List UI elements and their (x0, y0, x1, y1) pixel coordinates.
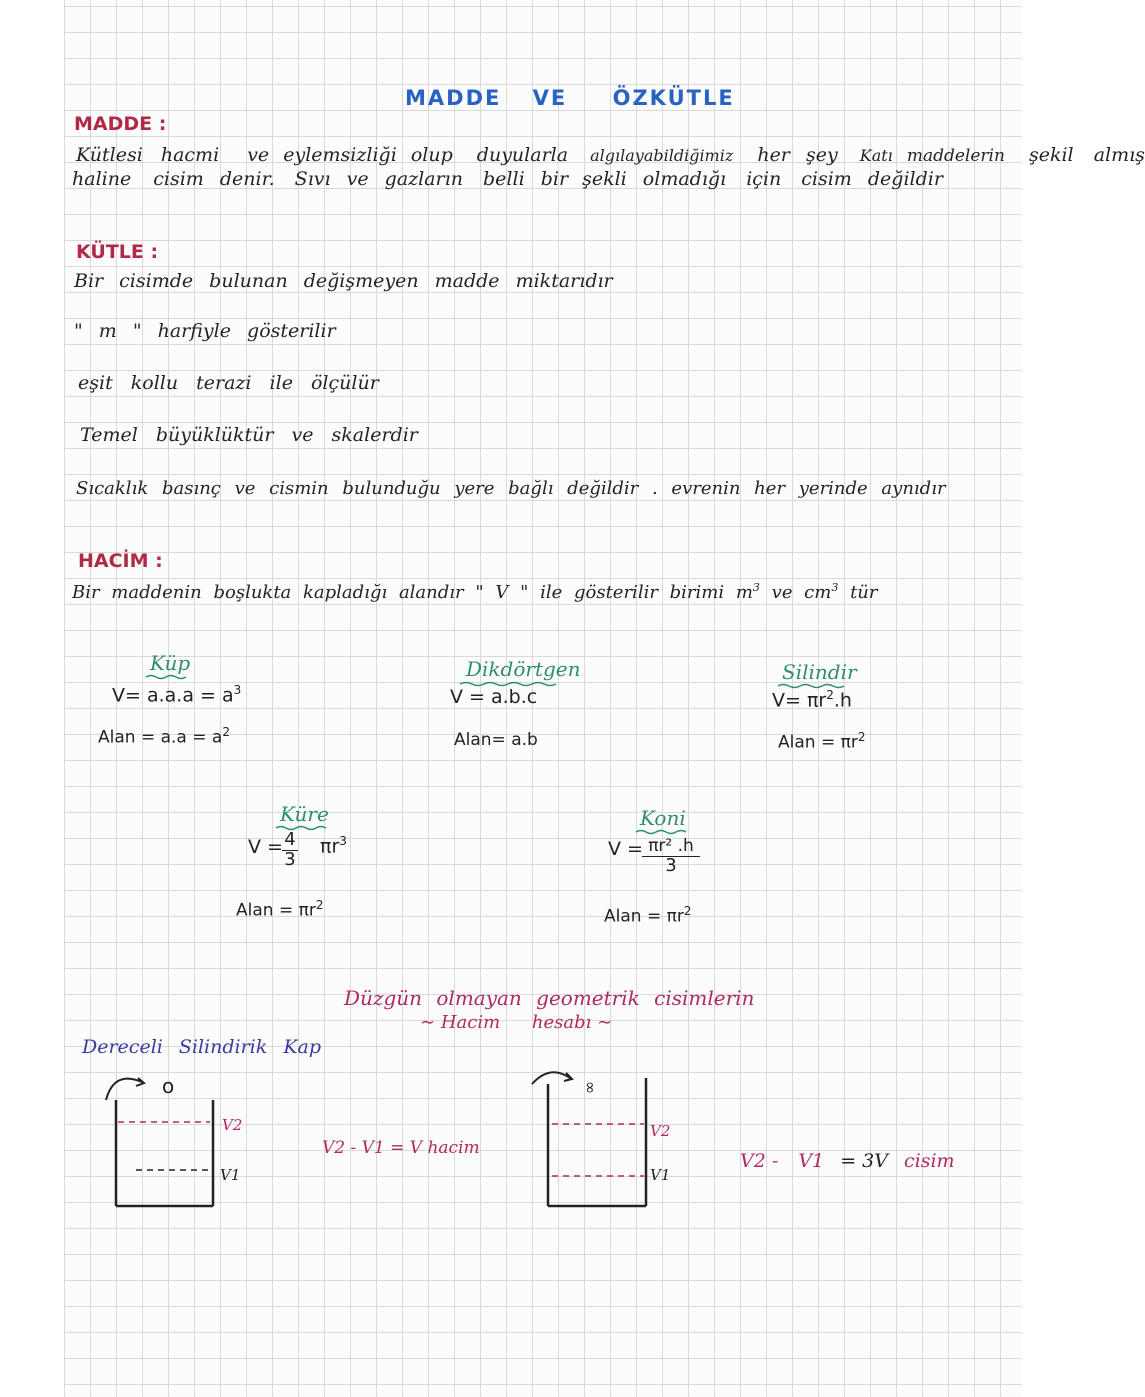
silindir-volume-text: V= πr (772, 689, 827, 712)
sup: 2 (826, 688, 834, 702)
sup: 2 (315, 898, 324, 912)
koni-underline (636, 829, 688, 835)
hacim-text: ve cm (759, 582, 832, 603)
eq2-v2: V2 - (740, 1150, 779, 1172)
container-2-v2: V2 (650, 1122, 671, 1140)
word: eylemsizliği (283, 144, 397, 166)
container-1-v1: V1 (220, 1166, 241, 1184)
silindir-name: Silindir (782, 660, 857, 684)
dikdortgen-name: Dikdörtgen (466, 657, 581, 681)
hacim-text: Bir maddenin boşlukta kapladığı alandır " V " ile gösterilir birimi m (72, 582, 753, 603)
madde-line-2 (72, 168, 943, 190)
kure-area (236, 898, 323, 921)
word: belli (483, 168, 525, 190)
equation-1: V2 - V1 = V hacim (322, 1138, 480, 1158)
word: her (757, 144, 790, 166)
sup: 3 (339, 834, 347, 848)
word: Katı (859, 146, 893, 165)
duzgun-line-1: Düzgün olmayan geometrik cisimlerin (344, 986, 755, 1010)
kutle-line-1: Bir cisimde bulunan değişmeyen madde miktarıdır (74, 270, 613, 292)
eq2-cisim: cisim (904, 1150, 955, 1172)
kutle-line-5: Sıcaklık basınç ve cismin bulunduğu yere bağlı değildir . evrenin her yerinde aynıdır (76, 478, 946, 499)
sup: 3 (831, 581, 839, 594)
title-right: ÖZKÜTLE (612, 86, 735, 110)
container-2-v1: V1 (650, 1166, 671, 1184)
eq2-3v: = 3V (840, 1150, 888, 1172)
word: hacmi (160, 144, 220, 166)
hacim-heading: HACİM : (78, 550, 163, 572)
word: ve (346, 168, 369, 190)
silindir-area-text: Alan = πr (778, 732, 858, 753)
word: Kütlesi (76, 144, 143, 166)
koni-volume-prefix: V = (608, 838, 643, 860)
word: olup (410, 144, 453, 166)
word: cisim (801, 168, 852, 190)
word: şey (805, 144, 838, 166)
word: algılayabildiğimiz (590, 146, 734, 165)
equation-2 (740, 1150, 955, 1172)
sup: 3 (752, 581, 760, 594)
word: değildir (867, 168, 943, 190)
container-2-object: ∞ (581, 1080, 601, 1095)
koni-numerator: πr² .h (642, 836, 700, 857)
dikdortgen-area: Alan= a.b (454, 730, 538, 750)
duzgun-text: Hacim hesabı (440, 1012, 592, 1033)
kutle-heading: KÜTLE : (76, 241, 159, 263)
silindir-area (778, 730, 865, 753)
hacim-text: tür (838, 582, 878, 603)
kutle-line-2: " m " harfiyle gösterilir (74, 320, 336, 342)
tilde-left: ∼ (420, 1012, 441, 1033)
tilde-right: ∼ (591, 1012, 613, 1033)
title-left: MADDE (405, 86, 502, 110)
dikdortgen-volume: V = a.b.c (450, 686, 538, 708)
word: olmadığı (642, 168, 727, 190)
kure-pi-r: πr (320, 835, 340, 858)
word: maddelerin (906, 146, 1005, 166)
page-title (405, 86, 735, 110)
sup: 2 (857, 730, 866, 744)
kutle-line-4: Temel büyüklüktür ve skalerdir (80, 424, 418, 446)
kure-numerator: 4 (282, 830, 298, 851)
word: ve (247, 144, 270, 166)
koni-area-text: Alan = πr (604, 906, 684, 927)
eq2-v1: V1 (798, 1150, 825, 1172)
word: cisim (153, 168, 204, 190)
madde-line-1 (76, 144, 1145, 166)
title-mid: VE (532, 86, 568, 110)
kure-volume-end (320, 834, 347, 857)
word: haline (72, 168, 132, 190)
word: için (746, 168, 782, 190)
kutle-line-3: eşit kollu terazi ile ölçülür (78, 372, 379, 394)
kup-area (98, 725, 230, 748)
sup: 3 (233, 683, 242, 697)
kup-volume-text: V= a.a.a = a (112, 684, 234, 707)
container-1 (96, 1070, 256, 1210)
kup-area-text: Alan = a.a = a (98, 727, 223, 748)
hacim-line (72, 581, 878, 603)
kure-volume-prefix: V = (248, 836, 283, 858)
container-1-v2: V2 (222, 1116, 243, 1134)
sup: 2 (222, 725, 230, 739)
sup: 2 (683, 904, 692, 918)
koni-denominator: 3 (665, 855, 677, 876)
koni-name: Koni (640, 806, 686, 830)
word: gazların (384, 168, 463, 190)
kap-label: Dereceli Silindirik Kap (82, 1036, 322, 1058)
word: şekil (1028, 144, 1074, 166)
word: Sıvı (294, 168, 331, 190)
word: duyularla (476, 144, 569, 166)
word: almış (1093, 144, 1145, 166)
koni-area (604, 904, 691, 927)
silindir-volume (772, 688, 852, 711)
silindir-volume-end: .h (833, 689, 852, 712)
kup-name: Küp (150, 651, 191, 675)
word: bir (540, 168, 569, 190)
container-1-object: o (162, 1074, 175, 1098)
kure-denominator: 3 (284, 849, 296, 870)
word: denir. (219, 168, 275, 190)
madde-heading: MADDE : (74, 113, 167, 135)
kup-underline (146, 674, 190, 680)
koni-fraction (642, 836, 700, 875)
kure-area-text: Alan = πr (236, 900, 316, 921)
kup-volume (112, 683, 241, 706)
kure-name: Küre (280, 802, 329, 826)
kure-fraction (282, 830, 298, 869)
word: şekli (582, 168, 627, 190)
duzgun-line-2 (420, 1012, 612, 1033)
